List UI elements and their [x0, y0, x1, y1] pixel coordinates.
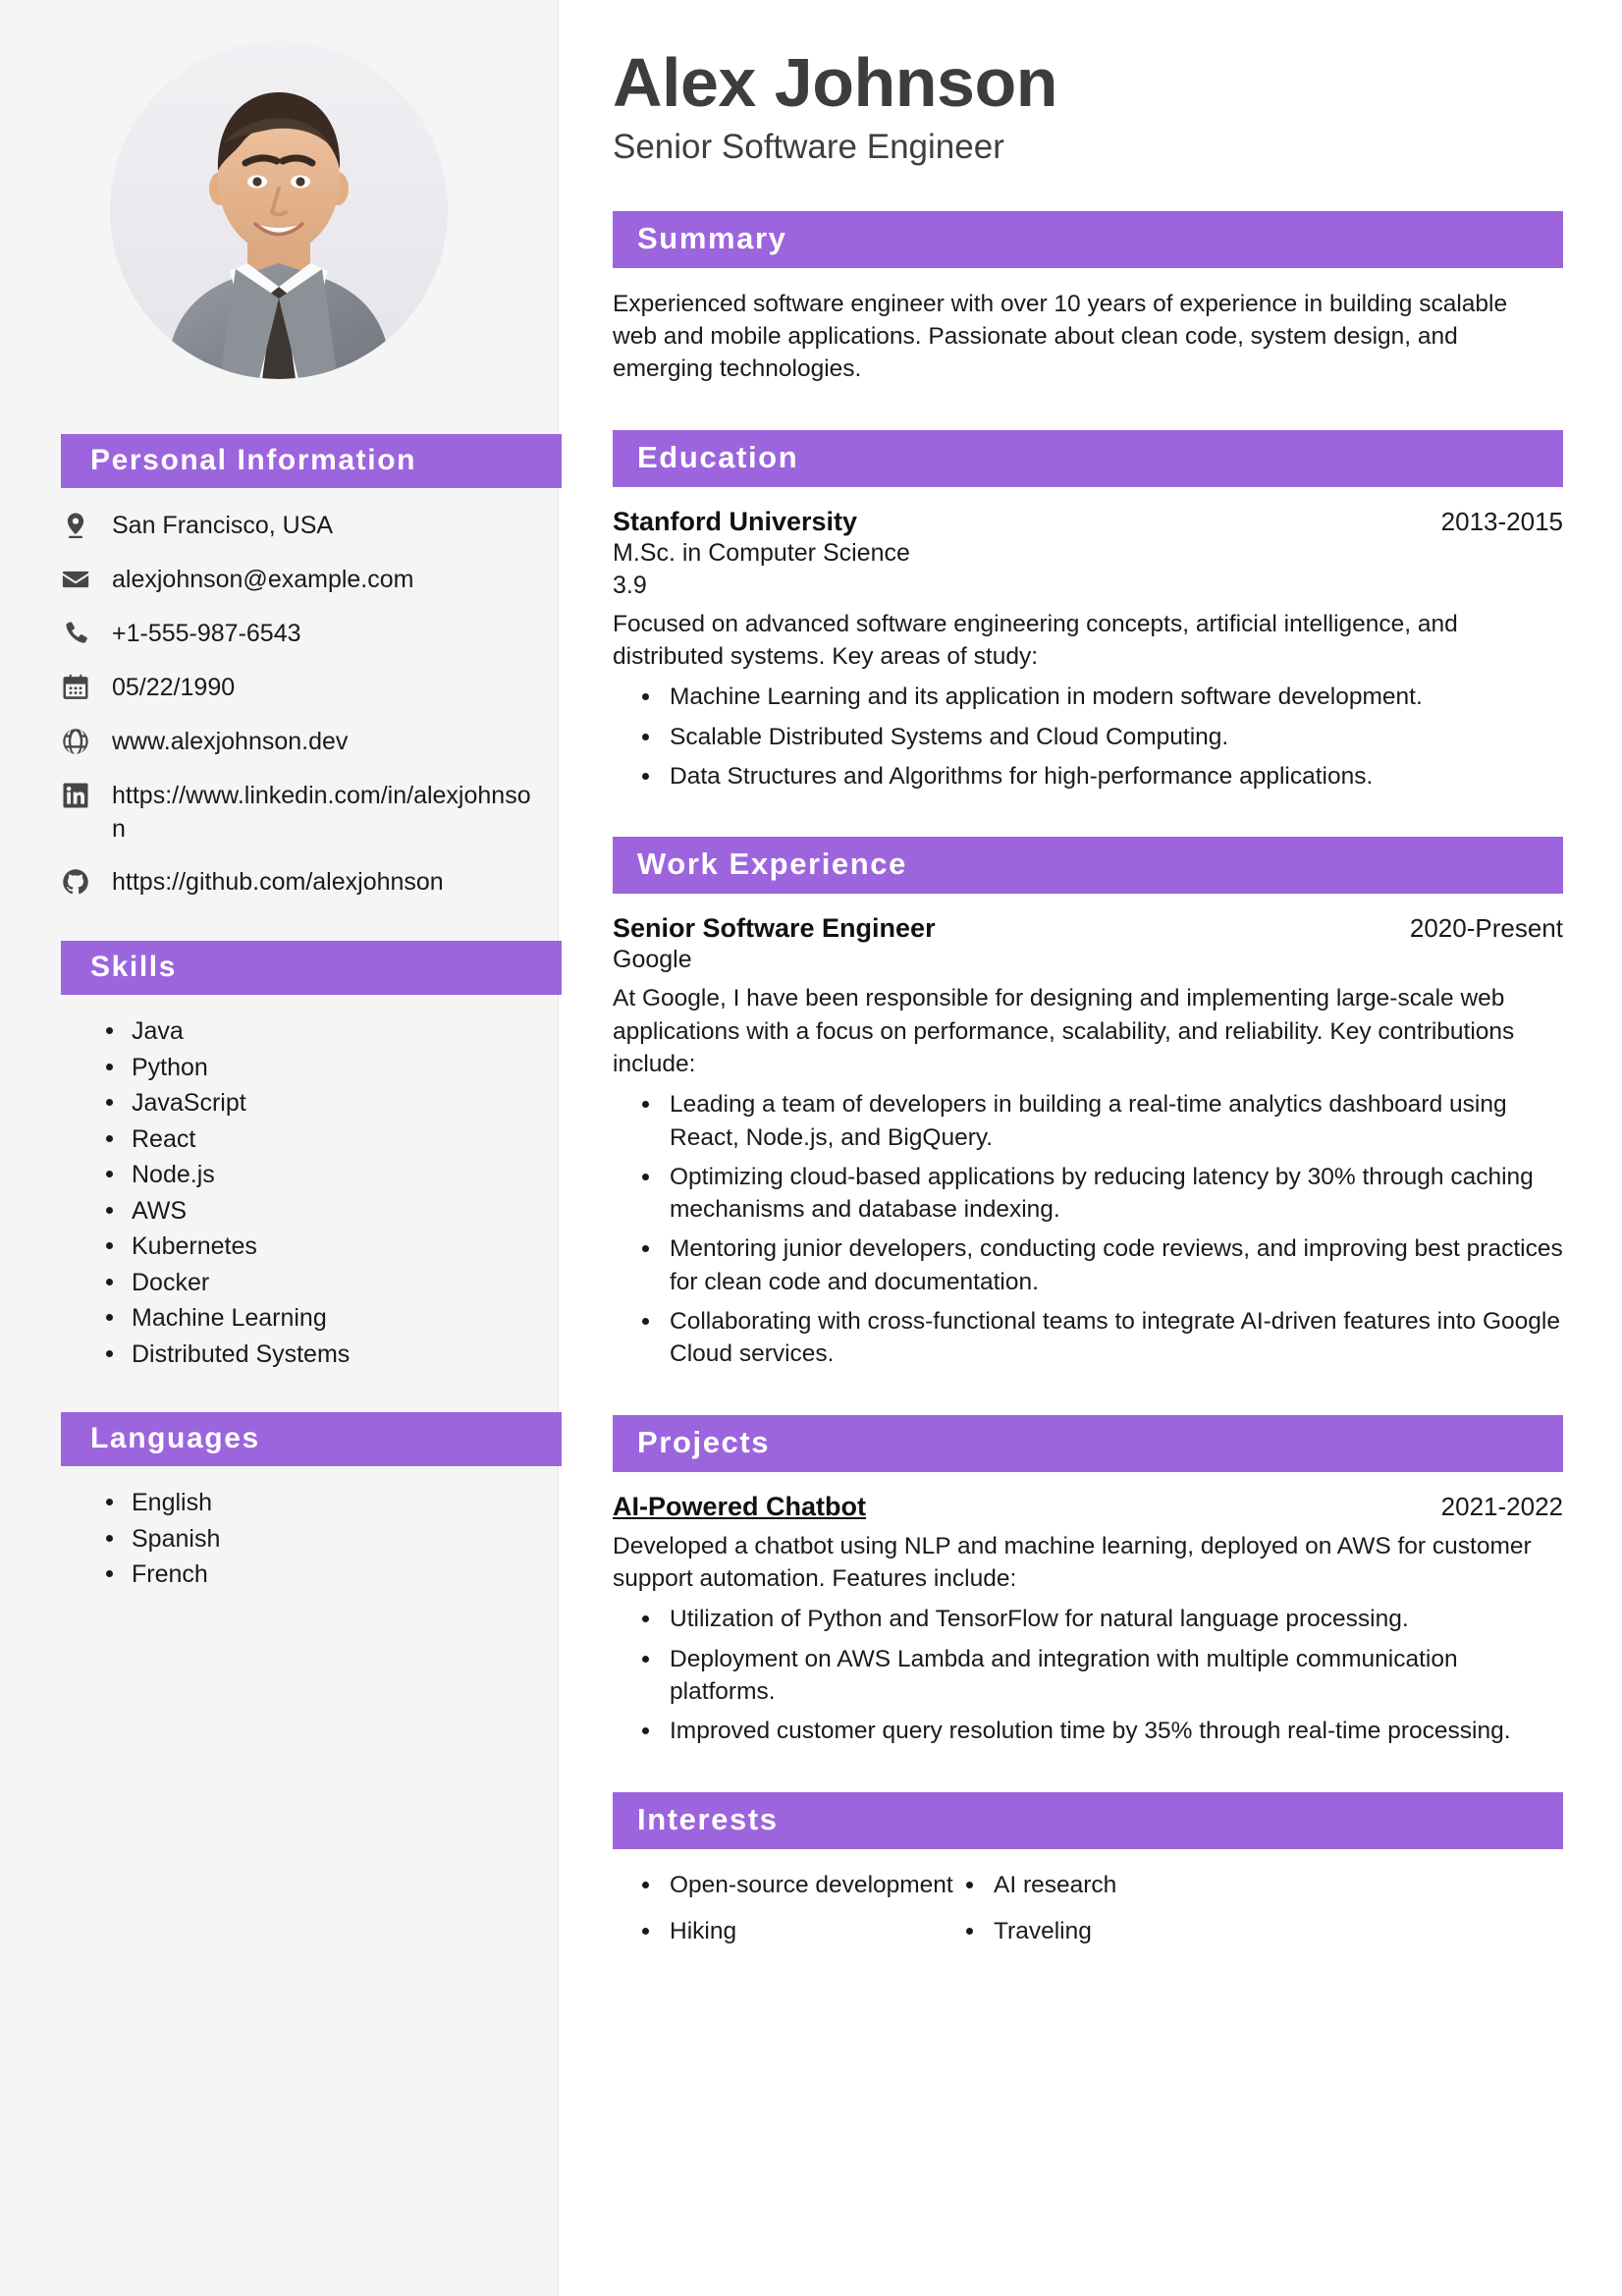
list-item: AWS [106, 1194, 558, 1229]
section-skills [0, 941, 558, 1371]
education-description: Focused on advanced software engineering concepts, artificial intelligence, and distributed systems. Key areas of study: [613, 610, 1458, 671]
project-bullets [640, 1603, 1563, 1747]
list-item: Machine Learning [106, 1301, 558, 1336]
section-heading-education: Education [613, 430, 1563, 487]
list-item: Utilization of Python and TensorFlow for natural language processing. [640, 1603, 1563, 1635]
page-title: Alex Johnson [613, 44, 1057, 121]
list-item: Data Structures and Algorithms for high-performance applications. [640, 760, 1563, 793]
contact-value-phone: +1-555-987-6543 [112, 620, 301, 647]
contact-value-location: San Francisco, USA [112, 512, 334, 539]
project-description: Developed a chatbot using NLP and machine learning, deployed on AWS for customer support automation. Features include: [613, 1532, 1532, 1593]
contact-value-github: https://github.com/alexjohnson [112, 868, 444, 896]
languages-list [106, 1486, 558, 1592]
section-heading-personal-information: Personal Information [61, 434, 562, 488]
contact-value-linkedin: https://www.linkedin.com/in/alexjohnson [112, 782, 531, 843]
interests-list [640, 1869, 1563, 1962]
work-date: 2020-Present [1409, 913, 1563, 944]
sidebar [0, 0, 559, 2296]
list-item: English [106, 1486, 558, 1520]
list-item: Docker [106, 1266, 558, 1300]
list-item: Improved customer query resolution time by 35% through real-time processing. [640, 1715, 1563, 1747]
education-gpa: 3.9 [613, 571, 647, 599]
contact-row-website [61, 726, 552, 759]
list-item: Python [106, 1051, 558, 1085]
list-item: Java [106, 1014, 558, 1049]
education-date: 2013-2015 [1440, 506, 1563, 536]
list-item: Leading a team of developers in building a real-time analytics dashboard using React, Node.js, and BigQuery. [640, 1088, 1563, 1154]
contact-row-location [61, 510, 552, 543]
work-entry-header [613, 913, 1563, 944]
list-item: Collaborating with cross-functional teams to integrate AI-driven features into Google Cloud services. [640, 1305, 1563, 1371]
list-item: Deployment on AWS Lambda and integration with multiple communication platforms. [640, 1643, 1563, 1709]
contact-row-phone [61, 618, 552, 651]
skills-list [106, 1014, 558, 1371]
section-work-experience [613, 837, 1563, 1370]
section-heading-work-experience: Work Experience [613, 837, 1563, 894]
phone-icon [61, 618, 112, 648]
work-company: Google [613, 946, 692, 974]
list-item: Spanish [106, 1522, 558, 1557]
education-bullets [640, 681, 1563, 793]
contact-row-birthdate [61, 672, 552, 705]
section-summary [613, 211, 1563, 386]
section-heading-interests: Interests [613, 1792, 1563, 1849]
work-position: Senior Software Engineer [613, 913, 936, 944]
list-item: Distributed Systems [106, 1338, 558, 1372]
linkedin-icon [61, 780, 112, 810]
list-item: Hiking [640, 1915, 964, 1947]
contact-list [61, 510, 552, 900]
education-institution: Stanford University [613, 506, 858, 536]
list-item: React [106, 1122, 558, 1157]
contact-value-website: www.alexjohnson.dev [112, 728, 349, 755]
project-entry [613, 1492, 1563, 1748]
contact-row-email [61, 564, 552, 597]
avatar [110, 41, 448, 379]
list-item: French [106, 1558, 558, 1592]
work-entry [613, 913, 1563, 1370]
contact-value-birthdate: 05/22/1990 [112, 674, 236, 701]
project-date: 2021-2022 [1440, 1491, 1563, 1521]
job-title: Senior Software Engineer [613, 127, 1004, 166]
list-item: Open-source development [640, 1869, 964, 1901]
list-item: Node.js [106, 1158, 558, 1192]
section-heading-languages: Languages [61, 1412, 562, 1466]
list-item: Mentoring junior developers, conducting code reviews, and improving best practices for clean code and documentation. [640, 1232, 1563, 1298]
globe-icon [61, 726, 112, 756]
summary-text: Experienced software engineer with over 10 years of experience in building scalable web and mobile applications. Passionate about clean code, system design, and emerging technologies. [613, 290, 1508, 383]
list-item: Traveling [964, 1915, 1563, 1947]
list-item: JavaScript [106, 1086, 558, 1121]
section-interests [613, 1792, 1563, 1962]
work-description: At Google, I have been responsible for designing and implementing large-scale web applications with a focus on performance, scalability, and reliability. Key contributions include: [613, 985, 1515, 1077]
section-projects [613, 1415, 1563, 1748]
list-item: AI research [964, 1869, 1563, 1901]
list-item: Kubernetes [106, 1230, 558, 1264]
github-icon [61, 866, 112, 897]
list-item: Machine Learning and its application in modern software development. [640, 681, 1563, 713]
section-heading-skills: Skills [61, 941, 562, 995]
section-heading-summary: Summary [613, 211, 1563, 268]
envelope-icon [61, 564, 112, 594]
work-bullets [640, 1088, 1563, 1371]
education-degree: M.Sc. in Computer Science [613, 538, 910, 567]
photo-container [0, 0, 558, 389]
portrait-photo-icon [110, 41, 448, 379]
section-heading-projects: Projects [613, 1415, 1563, 1472]
project-entry-header [613, 1492, 1563, 1522]
education-entry-header [613, 507, 1563, 537]
list-item: Scalable Distributed Systems and Cloud Computing. [640, 721, 1563, 753]
location-pin-icon [61, 510, 112, 540]
section-education [613, 430, 1563, 793]
calendar-icon [61, 672, 112, 702]
project-name: AI-Powered Chatbot [613, 1491, 867, 1521]
contact-row-linkedin [61, 780, 552, 846]
contact-value-email: alexjohnson@example.com [112, 566, 414, 593]
main-content [559, 0, 1622, 2296]
section-personal-information [0, 434, 558, 900]
education-entry [613, 507, 1563, 793]
contact-row-github [61, 866, 552, 900]
list-item: Optimizing cloud-based applications by reducing latency by 30% through caching mechanisms and database indexing. [640, 1161, 1563, 1227]
section-languages [0, 1412, 558, 1592]
